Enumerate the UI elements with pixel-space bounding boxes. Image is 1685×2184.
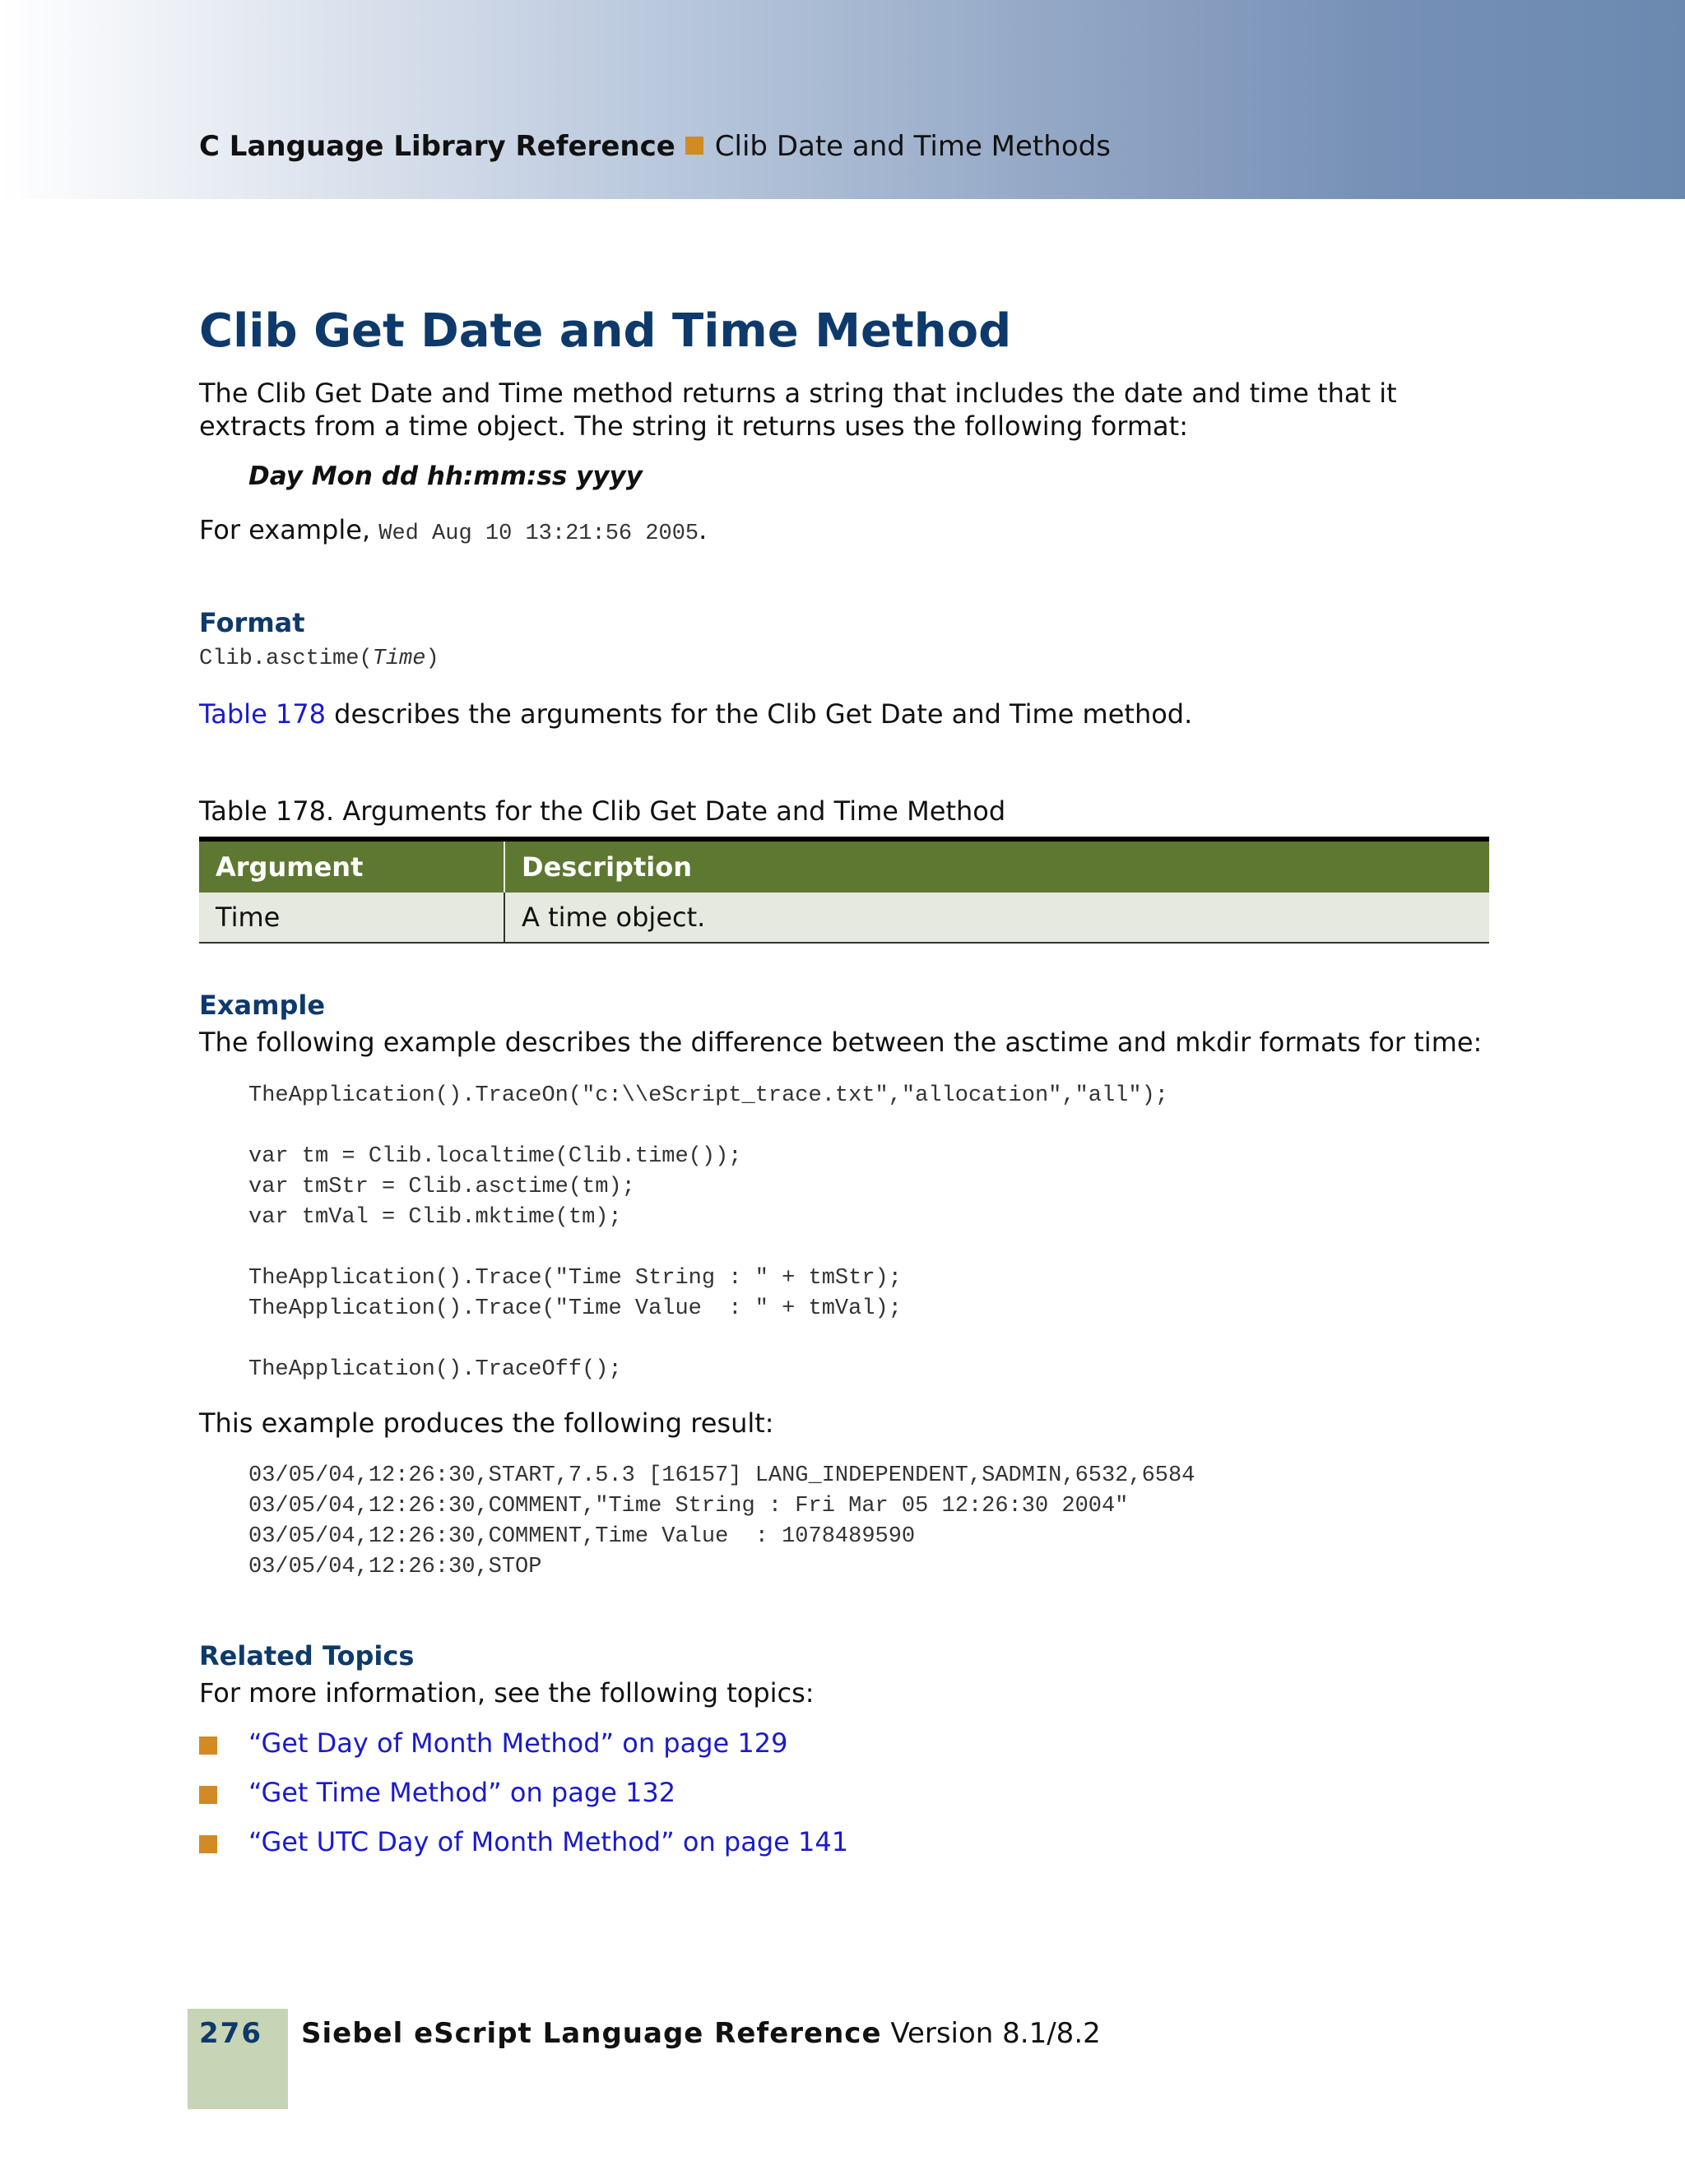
bullet-square-icon <box>199 1737 217 1755</box>
table-caption: Table 178. Arguments for the Clib Get Date and Time Method <box>199 795 1006 827</box>
related-link-utc-day-of-month[interactable]: “Get UTC Day of Month Method” on page 141 <box>248 1826 849 1857</box>
example-suffix: . <box>699 514 708 545</box>
result-intro: This example produces the following result: <box>199 1407 774 1439</box>
column-header-argument: Argument <box>199 842 505 893</box>
result-code-block: 03/05/04,12:26:30,START,7.5.3 [16157] LANG_INDEPENDENT,SADMIN,6532,6584 03/05/04,12:26:30,COMMENT,"Time String : Fri Mar 05 12:26:30 2004" 03/05/04,12:26:30,COMMENT,Time Value : 1078489590 03/05/04,12:26:30,STOP <box>248 1463 1195 1579</box>
example-heading: Example <box>199 990 326 1021</box>
table-cell-description: A time object. <box>522 902 706 933</box>
running-header <box>199 130 1111 163</box>
related-topics-intro: For more information, see the following topics: <box>199 1677 815 1709</box>
table-reference-text: describes the arguments for the Clib Get Date and Time method. <box>326 698 1193 730</box>
format-code-arg: Time <box>372 647 426 671</box>
related-link-get-time[interactable]: “Get Time Method” on page 132 <box>248 1777 676 1808</box>
example-value: Wed Aug 10 13:21:56 2005 <box>378 522 699 546</box>
footer-title <box>301 2017 1101 2050</box>
example-description: The following example describes the difference between the asctime and mkdir formats for time: <box>199 1027 1483 1058</box>
table-reference <box>199 698 1192 730</box>
header-square-icon <box>685 137 703 155</box>
format-pattern: Day Mon dd hh:mm:ss yyyy <box>248 461 643 491</box>
page-title: Clib Get Date and Time Method <box>199 304 1012 358</box>
table-178-link[interactable]: Table 178 <box>199 698 326 730</box>
example-code-block: TheApplication().TraceOn("c:\\eScript_trace.txt","allocation","all"); var tm = Clib.localtime(Clib.time()); var tmStr = Clib.asctime(tm); var tmVal = Clib.mktime(tm); TheApplication().Trace("Time String : " + tmStr); TheApplication().Trace("Time Value : " + tmVal); TheApplication().TraceOff(); <box>248 1083 1168 1382</box>
example-prefix: For example, <box>199 514 379 545</box>
header-section-title: Clib Date and Time Methods <box>714 130 1111 163</box>
footer-page-number: 276 <box>199 2017 262 2050</box>
format-code-prefix: Clib.asctime( <box>199 647 373 671</box>
table-header-row <box>199 842 1489 893</box>
arguments-table <box>199 837 1489 944</box>
column-header-description: Description <box>522 851 692 883</box>
intro-paragraph: The Clib Get Date and Time method returns a string that includes the date and time that it extracts from a time object. The string it returns uses the following format: <box>199 378 1397 442</box>
related-link-day-of-month[interactable]: “Get Day of Month Method” on page 129 <box>248 1727 788 1759</box>
header-band <box>0 0 1685 199</box>
format-code-suffix: ) <box>425 647 439 671</box>
format-code <box>199 647 439 671</box>
table-cell-argument: Time <box>199 893 505 942</box>
footer-version: Version 8.1/8.2 <box>881 2017 1101 2050</box>
related-topics-heading: Related Topics <box>199 1640 415 1672</box>
format-heading: Format <box>199 607 305 638</box>
bullet-square-icon <box>199 1835 217 1853</box>
footer-book-title: Siebel eScript Language Reference <box>301 2017 882 2050</box>
header-book-title: C Language Library Reference <box>199 130 675 163</box>
bullet-square-icon <box>199 1786 217 1804</box>
table-row <box>199 893 1489 944</box>
example-line <box>199 513 707 550</box>
